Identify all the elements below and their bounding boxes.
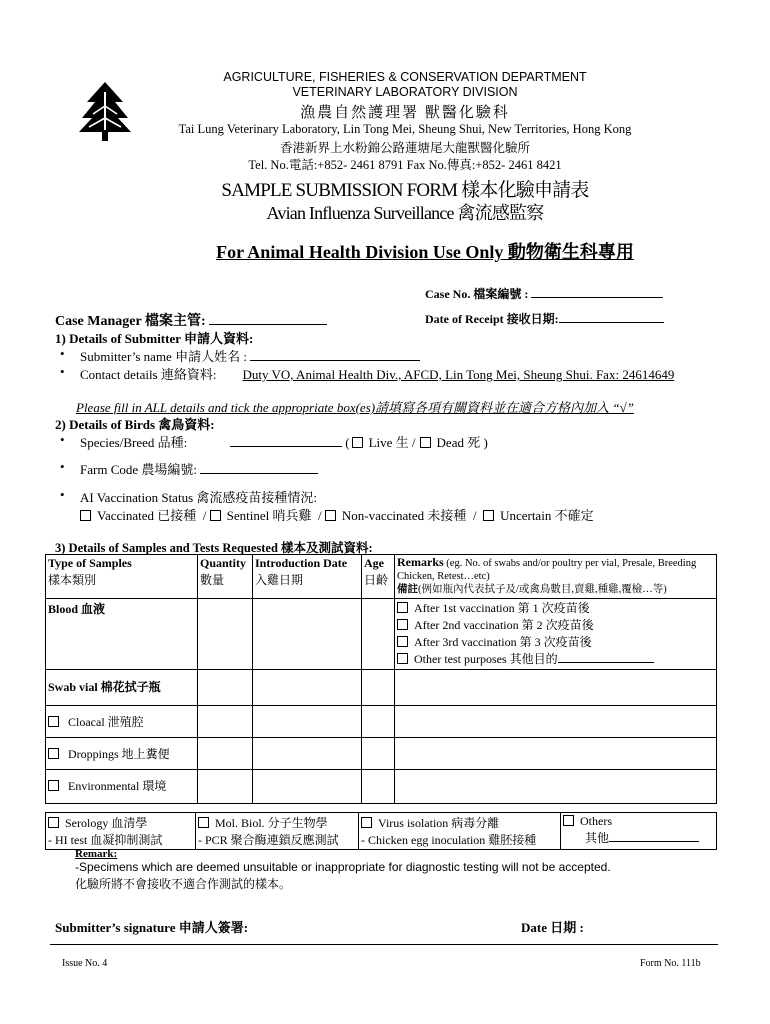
cloacal-qty[interactable] [198, 706, 253, 738]
col-remarks-header: Remarks (eg. No. of swabs and/or poultry per vial, Presale, Breeding Chicken, Retest…etc) 備註(例如瓶內代表拭子及/或禽鳥數目,賣雞,種雞,覆檢…等) [395, 555, 717, 599]
use-only-heading: For Animal Health Division Use Only 動物衛生科專用 [216, 242, 634, 262]
swab-intro[interactable] [253, 670, 362, 706]
swab-remarks[interactable] [395, 670, 717, 706]
contact-value[interactable]: Duty VO, Animal Health Div., AFCD, Lin Tong Mei, Sheung Shui. Fax: 24614649 [242, 367, 675, 382]
blood-qty[interactable] [198, 599, 253, 670]
mol-biol-option[interactable]: Mol. Biol. 分子生物學 - PCR 聚合酶連鎖反應測試 [196, 813, 359, 850]
receipt-date-field[interactable] [559, 322, 664, 323]
swab-qty[interactable] [198, 670, 253, 706]
section3-heading: 3) Details of Samples and Tests Requested 樣本及測試資料: [55, 541, 373, 555]
instruction: Please fill in ALL details and tick the appropriate box(es)請填寫各項有關資料並在適合方格內加入 “√” [76, 400, 634, 415]
live-checkbox[interactable] [352, 437, 363, 448]
non-vaccinated-checkbox[interactable] [325, 510, 336, 521]
col-qty-header: Quantity 數量 [198, 555, 253, 599]
col-age-header: Age 日齡 [362, 555, 395, 599]
remark-en: -Specimens which are deemed unsuitable or inappropriate for diagnostic testing will not be accepted. [75, 860, 611, 874]
survey-title: Avian Influenza Surveillance 禽流感監察 [266, 203, 544, 223]
swab-age[interactable] [362, 670, 395, 706]
droppings-option[interactable]: Droppings 地上糞便 [46, 738, 198, 770]
vaccination-label: • AI Vaccination Status 禽流感疫苗接種情況: [80, 487, 317, 506]
cloacal-row [46, 706, 717, 738]
col-type-header: Type of Samples 樣本類別 [46, 555, 198, 599]
case-manager-label: Case Manager 檔案主管: [55, 310, 327, 330]
address-zh: 香港新界上水粉錦公路蓮塘尾大龍獸醫化驗所 [279, 141, 530, 155]
after-1st-option[interactable]: After 1st vaccination 第 1 次疫苗後 [397, 600, 714, 617]
others-option[interactable]: Others 其他 [561, 813, 717, 850]
droppings-row [46, 738, 717, 770]
remark-label: Remark: [75, 848, 118, 860]
footer-divider [50, 944, 718, 945]
droppings-age[interactable] [362, 738, 395, 770]
species-field[interactable] [230, 446, 342, 447]
samples-header-row [46, 555, 717, 599]
tests-table [45, 812, 717, 850]
dead-checkbox[interactable] [420, 437, 431, 448]
droppings-remarks[interactable] [395, 738, 717, 770]
blood-intro[interactable] [253, 599, 362, 670]
tel-fax: Tel. No.電話:+852- 2461 8791 Fax No.傳真:+852- 2461 8421 [248, 158, 562, 172]
vaccination-options: Vaccinated 已接種 / Sentinel 哨兵雞 / Non-vaccinated 未接種 / Uncertain 不確定 [80, 505, 594, 524]
virus-isolation-option[interactable]: Virus isolation 病毒分離 - Chicken egg inoculation 雞胚接種 [359, 813, 561, 850]
species-field-row: ( Live 生 / Dead 死 ) [230, 432, 488, 451]
chinese-dept-name: 漁農自然護理署 獸醫化驗科 [300, 105, 510, 121]
blood-label: Blood 血液 [46, 599, 198, 670]
farm-code-row: • Farm Code 農場編號: [80, 459, 318, 478]
blood-age[interactable] [362, 599, 395, 670]
cloacal-age[interactable] [362, 706, 395, 738]
vaccinated-checkbox[interactable] [80, 510, 91, 521]
address-en: Tai Lung Veterinary Laboratory, Lin Tong Mei, Sheung Shui, New Territories, Hong Kong [178, 122, 632, 136]
case-no-field[interactable] [531, 297, 663, 298]
farm-code-field[interactable] [200, 473, 318, 474]
cloacal-remarks[interactable] [395, 706, 717, 738]
form-title: SAMPLE SUBMISSION FORM 樣本化驗申請表 [221, 180, 589, 201]
section1-heading: 1) Details of Submitter 申請人資料: [55, 331, 254, 346]
environmental-option[interactable]: Environmental 環境 [46, 770, 198, 804]
division-name: VETERINARY LABORATORY DIVISION [292, 85, 518, 99]
date-label: Date 日期 : [521, 920, 584, 935]
species-row: • Species/Breed 品種: [80, 432, 187, 451]
contact-row: • Contact details 連絡資料: Duty VO, Animal Health Div., AFCD, Lin Tong Mei, Sheung Shui. Fax: 24614649 [80, 364, 674, 383]
after-2nd-option[interactable]: After 2nd vaccination 第 2 次疫苗後 [397, 617, 714, 634]
case-no-label: Case No. 檔案編號 : [425, 285, 663, 302]
cloacal-intro[interactable] [253, 706, 362, 738]
sentinel-checkbox[interactable] [210, 510, 221, 521]
submitter-name-row: • Submitter’s name 申請人姓名 : [80, 346, 420, 365]
form-no: Form No. 111b [640, 958, 701, 969]
blood-remarks [395, 599, 717, 670]
environmental-row [46, 770, 717, 804]
tests-row [46, 813, 717, 850]
receipt-date-label: Date of Receipt 接收日期: [425, 310, 664, 327]
droppings-qty[interactable] [198, 738, 253, 770]
samples-table [45, 554, 717, 804]
signature-label: Submitter’s signature 申請人簽署: [55, 920, 249, 935]
swab-row [46, 670, 717, 706]
serology-option[interactable]: Serology 血清學 - HI test 血凝抑制測試 [46, 813, 196, 850]
other-purpose-option[interactable]: Other test purposes 其他目的 [397, 651, 714, 668]
section2-heading: 2) Details of Birds 禽鳥資料: [55, 417, 215, 432]
after-3rd-option[interactable]: After 3rd vaccination 第 3 次疫苗後 [397, 634, 714, 651]
submitter-name-field[interactable] [250, 360, 420, 361]
case-manager-field[interactable] [209, 324, 327, 325]
remark-zh: 化驗所將不會接收不適合作測試的樣本。 [75, 877, 292, 891]
swab-label: Swab vial 棉花拭子瓶 [46, 670, 198, 706]
blood-row [46, 599, 717, 670]
cloacal-option[interactable]: Cloacal 泄殖腔 [46, 706, 198, 738]
dept-name: AGRICULTURE, FISHERIES & CONSERVATION DEPARTMENT [223, 70, 587, 84]
environmental-remarks[interactable] [395, 770, 717, 804]
issue-no: Issue No. 4 [62, 958, 108, 969]
environmental-qty[interactable] [198, 770, 253, 804]
environmental-intro[interactable] [253, 770, 362, 804]
col-intro-header: Introduction Date 入雞日期 [253, 555, 362, 599]
droppings-intro[interactable] [253, 738, 362, 770]
uncertain-checkbox[interactable] [483, 510, 494, 521]
environmental-age[interactable] [362, 770, 395, 804]
